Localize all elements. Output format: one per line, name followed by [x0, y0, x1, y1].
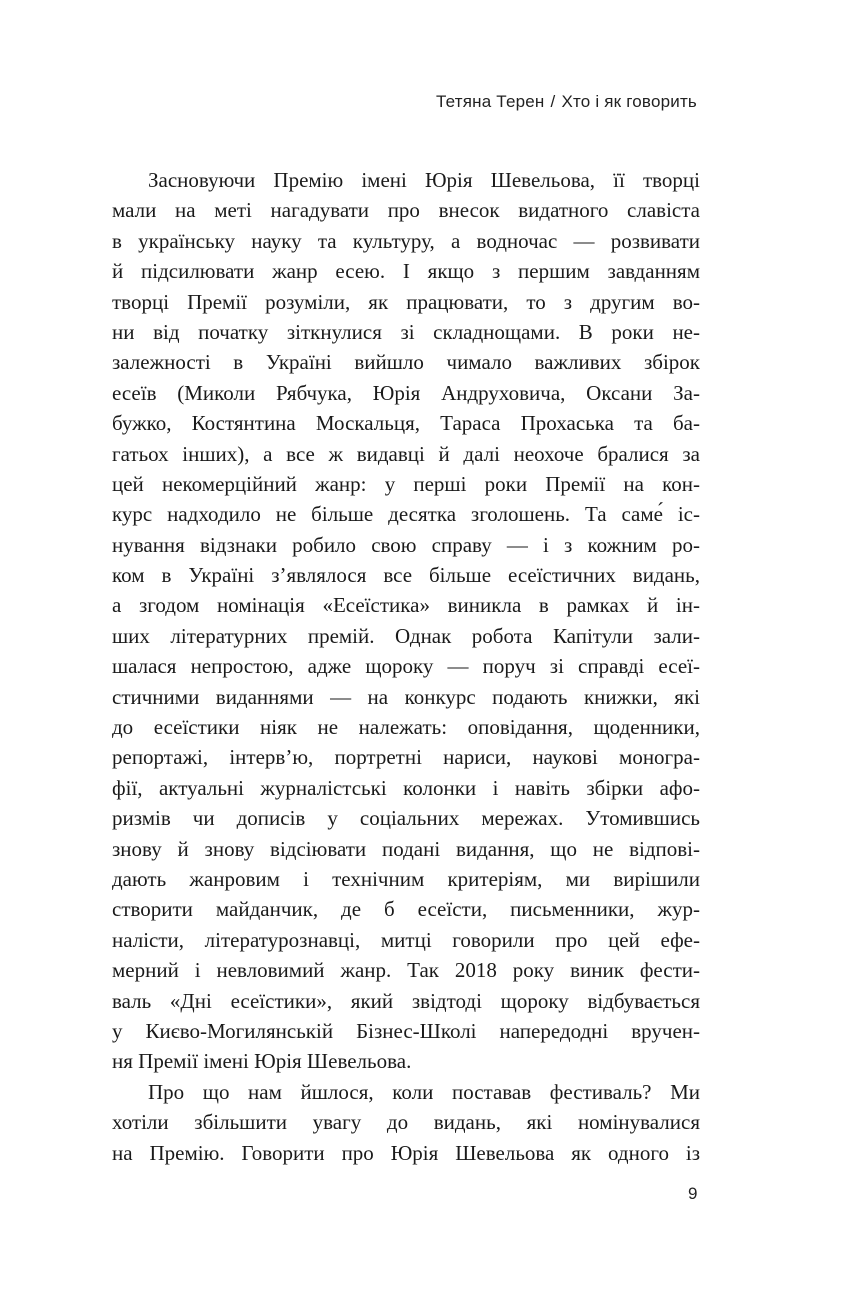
text-line: в українську науку та культуру, а водночас — розвивати — [112, 228, 700, 253]
text-line: бужко, Костянтина Москальця, Тараса Прохаська та ба- — [112, 411, 700, 436]
running-head-separator: / — [550, 92, 556, 111]
text-line: у Києво-Могилянській Бізнес-Школі напередодні вручен- — [112, 1018, 700, 1043]
text-line: фії, актуальні журналістські колонки і навіть збірки афо- — [112, 775, 700, 800]
page-number: 9 — [688, 1184, 698, 1203]
text-line: знову й знову відсіювати подані видання, що не відпові- — [112, 836, 700, 861]
text-line: есеїв (Миколи Рябчука, Юрія Андруховича, Оксани За- — [112, 380, 700, 405]
text-line: створити майданчик, де б есеїсти, письменники, жур- — [112, 897, 700, 922]
paragraph — [112, 1077, 700, 1168]
text-line: шалася непростою, адже щороку — поруч зі справді есеї- — [112, 654, 700, 679]
running-head — [436, 92, 697, 112]
text-line: ризмів чи дописів у соціальних мережах. Утомившись — [112, 806, 700, 831]
text-line: Засновуючи Премію імені Юрія Шевельова, її творці — [148, 168, 700, 192]
text-line: дають жанровим і технічним критеріям, ми вирішили — [112, 866, 700, 891]
text-line: валь «Дні есеїстики», який звідтоді щороку відбувається — [112, 988, 700, 1013]
running-head-title: Хто і як говорить — [561, 92, 697, 111]
text-line: ших літературних премій. Однак робота Капітули зали- — [112, 623, 700, 648]
text-line: залежності в Україні вийшло чимало важливих збірок — [112, 350, 700, 375]
text-line: на Премію. Говорити про Юрія Шевельова як одного із — [112, 1140, 700, 1165]
text-line: ня Премії імені Юрія Шевельова. — [112, 1049, 412, 1074]
text-line: репортажі, інтерв’ю, портретні нариси, наукові моногра- — [112, 745, 700, 770]
text-line: Про що нам йшлося, коли поставав фестиваль? Ми — [148, 1079, 700, 1104]
text-line: стичними виданнями — на конкурс подають книжки, які — [112, 684, 700, 709]
text-line: творці Премії розуміли, як працювати, то з другим во- — [112, 289, 700, 314]
paragraph — [112, 165, 700, 1077]
text-line: до есеїстики ніяк не належать: оповідання, щоденники, — [112, 715, 700, 740]
text-line: мали на меті нагадувати про внесок видатного славіста — [112, 198, 700, 223]
text-line: й підсилювати жанр есею. І якщо з першим завданням — [112, 259, 700, 284]
text-line: цей некомерційний жанр: у перші роки Премії на кон- — [112, 471, 700, 496]
text-line: ни від початку зіткнулися зі складнощами. В роки не- — [112, 319, 700, 344]
text-line: курс надходило не більше десятка зголошень. Та саме́ іс- — [112, 502, 700, 527]
text-line: нування відзнаки робило свою справу — і з кожним ро- — [112, 532, 700, 557]
text-line: гатьох інших), а все ж видавці й далі неохоче бралися за — [112, 441, 700, 466]
text-line: а згодом номінація «Есеїстика» виникла в рамках й ін- — [112, 593, 700, 618]
text-line: ком в Україні з’являлося все більше есеїстичних видань, — [112, 563, 700, 588]
text-line: мерний і невловимий жанр. Так 2018 року виник фести- — [112, 958, 700, 983]
running-head-author: Тетяна Терен — [436, 92, 545, 111]
body-text — [112, 165, 700, 1168]
text-line: хотіли збільшити увагу до видань, які номінувалися — [112, 1110, 700, 1135]
text-line: налісти, літературознавці, митці говорили про цей ефе- — [112, 927, 700, 952]
